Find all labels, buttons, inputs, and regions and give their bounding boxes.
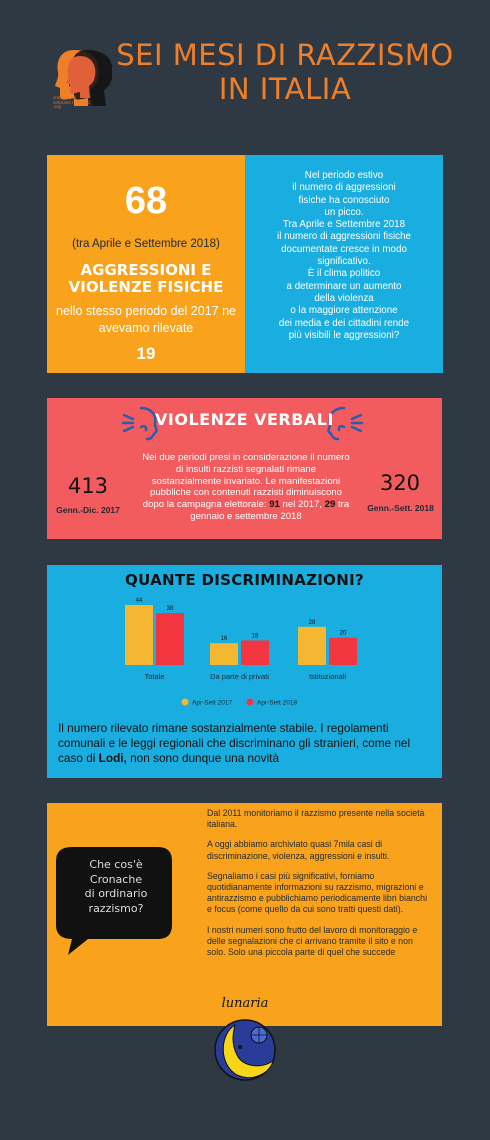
chart-legend-label: Apr-Sett 2018 (257, 699, 298, 707)
about-paragraph: A oggi abbiamo archiviato quasi 7mila casi di discriminazione, violenza, aggressioni e insulti. (207, 839, 390, 861)
chart-legend-label: Apr-Sett 2017 (192, 699, 233, 707)
verbal-violence-title: VIOLENZE VERBALI (155, 410, 334, 429)
discrimination-text (58, 721, 438, 766)
logo-caption: cronache di ordinario razzismo .org (53, 95, 90, 109)
discrimination-text-part-2: non sono dunque una novità (126, 751, 280, 765)
verbal-text-part-2: nel 2017, (279, 499, 325, 511)
chart-data-label: 18 (251, 633, 259, 640)
aggressions-label-line-2: VIOLENZE FISICHE (68, 278, 224, 296)
lunaria-logo-text: lunaria (221, 996, 269, 1011)
chart-bar (125, 605, 153, 665)
verbal-text-part-1: Nei due periodi presi in considerazione il numero di insulti razzisti segnalati rimane sostanzialmente invariato. Le manifestazioni pubbliche con contenuti razzisti diminuiscono dopo la campagna elettorale: (142, 452, 350, 511)
about-paragraph: I nostri numeri sono frutto del lavoro di monitoraggio e delle segnalazioni che ci arrivano tramite il sito e non solo. Solo una piccola parte di quel che succede (207, 924, 418, 958)
chart-category-label: Da parte di privati (210, 672, 269, 681)
title-line-1: SEI MESI DI RAZZISMO (116, 38, 454, 72)
chart-legend-marker (247, 699, 254, 706)
discrimination-title: QUANTE DISCRIMINAZIONI? (125, 571, 364, 589)
title-line-2: IN ITALIA (218, 72, 352, 106)
chart-data-label: 44 (135, 598, 143, 604)
chart-data-label: 16 (220, 636, 228, 643)
about-text (207, 808, 432, 967)
aggressions-label-line-1: AGGRESSIONI E (80, 261, 212, 279)
discrimination-text-part-1: Il numero rilevato rimane sostanzialmente stabile. I regolamenti comunali e le leggi regionali che discriminano gli stranieri, come nel caso di (58, 721, 411, 765)
chart-legend-marker (182, 699, 189, 706)
verbal-text-part-3: tra gennaio e settembre 2018 (190, 499, 350, 522)
chart-data-label: 20 (339, 630, 347, 637)
lunaria-logo-icon (205, 995, 285, 1085)
chart-category-label: Istituzionali (308, 672, 347, 681)
aggressions-previous-text: nello stesso periodo del 2017 ne avevamo rilevate (56, 304, 236, 335)
speech-bubble-text: Che cos'è Cronache di ordinario razzismo? (84, 858, 148, 915)
aggressions-label (47, 262, 245, 296)
aggressions-analysis-text: Nel periodo estivo il numero di aggressioni fisiche ha conosciuto un picco. Tra Aprile e Settembre 2018 il numero di aggressioni fisiche documentate cresce in modo significativo. È il clima politico a determinare un aumento della violenza o la maggiore attenzione dei media e dei cittadini rende più visibili le aggressioni? (277, 170, 411, 341)
chart-bar (329, 638, 357, 665)
aggressions-count: 68 (124, 180, 168, 222)
aggressions-period: (tra Aprile e Settembre 2018) (72, 238, 220, 250)
verbal-count-2017: 413 (67, 474, 109, 498)
verbal-period-2018: Genn.-Sett. 2018 (367, 503, 434, 513)
chart-bar (241, 640, 269, 665)
verbal-count-2018: 320 (379, 471, 421, 495)
chart-bar (298, 627, 326, 665)
verbal-2017-count: 91 (269, 499, 280, 511)
verbal-violence-text (140, 452, 352, 523)
page-title (100, 38, 470, 106)
aggressions-previous-count: 19 (136, 344, 156, 363)
about-paragraph: Segnaliamo i casi più significativi, forniamo quotidianamente informazioni su razzismo, migrazioni e antirazzismo e pubblichiamo periodicamente libri bianchi e focus (come quello da cui sono tratti questi dati). (207, 870, 428, 915)
verbal-2018-count: 29 (324, 499, 336, 511)
discrimination-bar-chart (110, 590, 380, 710)
chart-data-label: 28 (308, 619, 316, 626)
verbal-period-2017: Genn.-Dic. 2017 (56, 505, 120, 515)
chart-bar (156, 613, 184, 665)
chart-category-label: Totale (144, 672, 165, 681)
chart-bar (210, 643, 238, 665)
discrimination-lodi: Lodi, (98, 751, 127, 765)
about-paragraph: Dal 2011 monitoriamo il razzismo presente nella società italiana. (207, 808, 425, 830)
chart-data-label: 38 (166, 606, 174, 613)
